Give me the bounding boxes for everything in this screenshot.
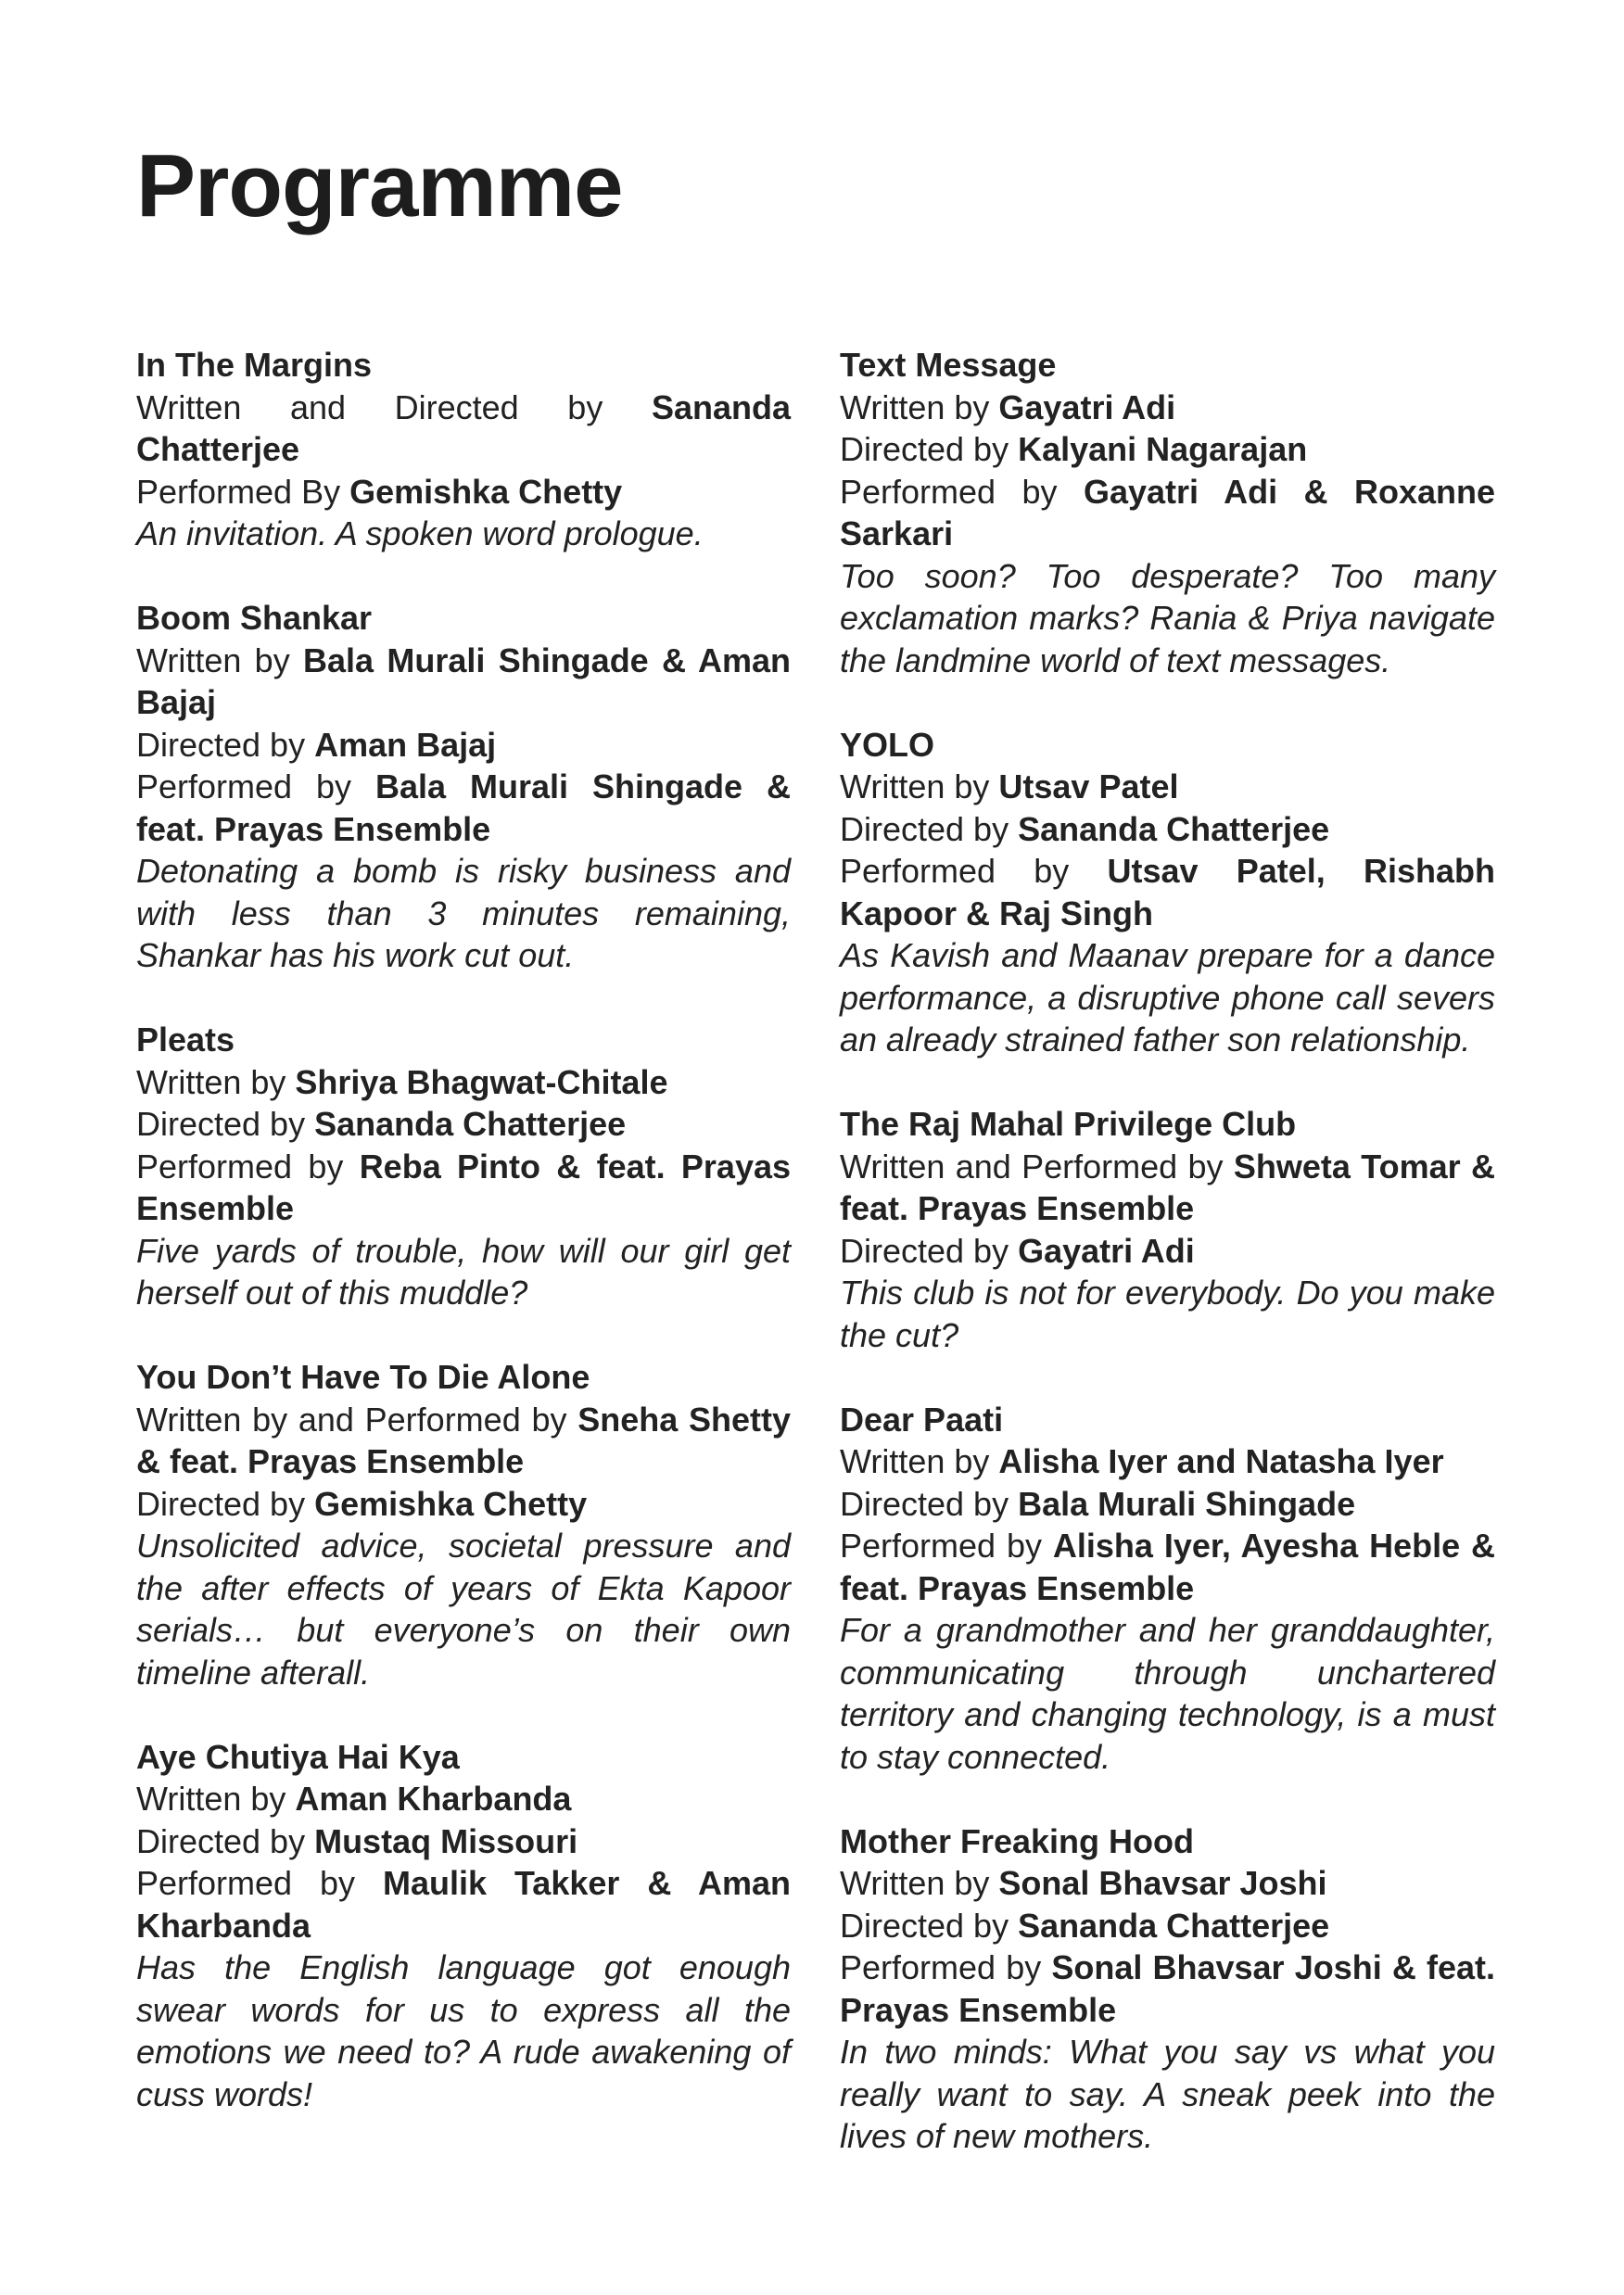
credit-label: Written by (136, 1062, 296, 1101)
credit-label: Directed by (840, 430, 1019, 468)
performed-credit (840, 1946, 1495, 2031)
performed-credit (136, 1146, 791, 1230)
programme-item (136, 344, 791, 555)
credit-label: Written by and Performed by (136, 1400, 578, 1439)
credit-names: Utsav Patel, Rishabh Kapoor & Raj Singh (840, 852, 1495, 932)
credit-names: Alisha Iyer, Ayesha Heble & feat. Prayas Ensemble (840, 1527, 1496, 1607)
performed-credit (840, 850, 1495, 934)
performed-credit (840, 471, 1495, 555)
written-credit (840, 1862, 1495, 1905)
credit-label: Directed by (840, 809, 1019, 848)
page-title: Programme (136, 136, 623, 235)
credit-names: Mustaq Missouri (314, 1821, 578, 1860)
directed-credit (840, 1483, 1495, 1526)
play-title: Boom Shankar (136, 599, 373, 637)
credit-names: Sananda Chatterjee (1018, 1906, 1330, 1945)
credit-names: Aman Kharbanda (295, 1780, 572, 1818)
performed-credit (136, 1862, 791, 1946)
play-description: An invitation. A spoken word prologue. (136, 514, 704, 552)
directed-credit (136, 1483, 791, 1526)
written-credit (840, 1440, 1495, 1483)
directed-credit (840, 1230, 1495, 1273)
credit-label: Performed by (136, 1147, 360, 1186)
play-description: In two minds: What you say vs what you really want to say. A sneak peek into the lives of new mothers. (840, 2033, 1495, 2155)
credit-label: Directed by (136, 1484, 315, 1523)
credit-label: Written by (840, 767, 999, 805)
play-description: Has the English language got enough swear words for us to express all the emotions we need to? A rude awakening of cuss words! (136, 1948, 791, 2113)
play-description: This club is not for everybody. Do you make the cut? (840, 1274, 1495, 1354)
credit-names: Maulik Takker & Aman Kharbanda (136, 1864, 791, 1945)
credit-names: Sneha Shetty & feat. Prayas Ensemble (136, 1400, 791, 1480)
credit-label: Performed by (136, 767, 376, 805)
written-credit (840, 1146, 1495, 1230)
play-description: Unsolicited advice, societal pressure and the after effects of years of Ekta Kapoor serials… but everyone’s on their own timeline afterall. (136, 1527, 791, 1692)
credit-label: Written by (136, 640, 304, 679)
play-title: Pleats (136, 1021, 235, 1059)
credit-label: Directed by (136, 1105, 315, 1143)
credit-label: Performed by (840, 472, 1084, 511)
performed-credit (840, 1525, 1495, 1609)
credit-label: Directed by (840, 1906, 1019, 1945)
credit-label: Performed by (840, 1527, 1053, 1565)
credit-label: Written by (840, 1864, 999, 1902)
written-credit (840, 766, 1495, 808)
play-title: In The Margins (136, 346, 373, 384)
credit-label: Directed by (840, 1484, 1019, 1523)
credit-label: Performed by (136, 1864, 383, 1902)
credit-names: Aman Bajaj (314, 725, 497, 764)
credit-names: Sananda Chatterjee (314, 1105, 627, 1143)
play-title: YOLO (840, 725, 935, 764)
left-column (136, 344, 791, 2158)
credit-label: Written by (840, 1442, 999, 1480)
directed-credit (136, 1103, 791, 1146)
directed-credit (136, 1820, 791, 1863)
play-title: Text Message (840, 346, 1057, 384)
programme-item (136, 1736, 791, 2116)
play-title: Mother Freaking Hood (840, 1821, 1195, 1860)
credit-names: Sananda Chatterjee (1018, 809, 1330, 848)
play-description: Detonating a bomb is risky business and with less than 3 minutes remaining, Shankar has his work cut out. (136, 852, 791, 974)
written-credit (840, 387, 1495, 429)
credit-label: Performed by (840, 852, 1108, 890)
credit-label: Written by (840, 387, 999, 426)
credit-label: Written by (136, 1780, 296, 1818)
credit-names: Gayatri Adi (1018, 1231, 1195, 1270)
credit-label: Directed by (136, 1821, 315, 1860)
play-title: Aye Chutiya Hai Kya (136, 1737, 460, 1776)
programme-item (840, 1103, 1495, 1356)
credit-names: Gemishka Chetty (314, 1484, 588, 1523)
credit-names: Gayatri Adi & Roxanne Sarkari (840, 472, 1495, 552)
credit-names: Sonal Bhavsar Joshi & feat. Prayas Ensemble (840, 1948, 1495, 2029)
performed-credit (136, 766, 791, 850)
written-credit (136, 387, 791, 471)
directed-credit (840, 808, 1495, 851)
play-description: As Kavish and Maanav prepare for a dance performance, a disruptive phone call severs an already strained father son relationship. (840, 936, 1495, 1059)
programme-item (840, 1399, 1495, 1779)
directed-credit (840, 428, 1495, 471)
credit-names: Sonal Bhavsar Joshi (998, 1864, 1327, 1902)
credit-names: Bala Murali Shingade & feat. Prayas Ensemble (136, 767, 792, 848)
credit-names: Alisha Iyer and Natasha Iyer (998, 1442, 1444, 1480)
credit-label: Directed by (136, 725, 315, 764)
credit-label: Written and Performed by (840, 1147, 1234, 1186)
written-credit (136, 640, 791, 724)
programme-item (840, 344, 1495, 681)
credit-label: Written and Directed by (136, 387, 652, 426)
play-title: Dear Paati (840, 1400, 1004, 1439)
credit-label: Performed by (840, 1948, 1052, 1986)
credit-names: Reba Pinto & feat. Prayas Ensemble (136, 1147, 792, 1227)
credit-names: Utsav Patel (998, 767, 1179, 805)
credit-names: Gayatri Adi (998, 387, 1176, 426)
written-credit (136, 1061, 791, 1104)
credit-label: Performed By (136, 472, 350, 511)
play-description: Five yards of trouble, how will our girl get herself out of this muddle? (136, 1231, 791, 1312)
credit-names: Gemishka Chetty (349, 472, 623, 511)
programme-item (840, 1820, 1495, 2158)
credit-names: Kalyani Nagarajan (1018, 430, 1308, 468)
directed-credit (136, 724, 791, 767)
programme-item (136, 597, 791, 977)
play-title: The Raj Mahal Privilege Club (840, 1105, 1297, 1143)
credit-names: Sananda Chatterjee (136, 387, 791, 468)
right-column (840, 344, 1495, 2200)
programme-item (136, 1019, 791, 1314)
credit-names: Shweta Tomar & feat. Prayas Ensemble (840, 1147, 1495, 1227)
directed-credit (840, 1905, 1495, 1947)
written-credit (136, 1778, 791, 1820)
credit-names: Bala Murali Shingade & Aman Bajaj (136, 640, 792, 721)
credit-names: Shriya Bhagwat-Chitale (295, 1062, 668, 1101)
credit-label: Directed by (840, 1231, 1019, 1270)
play-title: You Don’t Have To Die Alone (136, 1358, 590, 1396)
written-credit (136, 1399, 791, 1483)
programme-item (840, 724, 1495, 1061)
credit-names: Bala Murali Shingade (1018, 1484, 1356, 1523)
programme-item (136, 1356, 791, 1693)
play-description: For a grandmother and her granddaughter, communicating through unchartered territory and changing technology, is a must to stay connected. (840, 1611, 1495, 1776)
play-description: Too soon? Too desperate? Too many exclamation marks? Rania & Priya navigate the landmine world of text messages. (840, 556, 1495, 679)
performed-credit (136, 471, 791, 514)
